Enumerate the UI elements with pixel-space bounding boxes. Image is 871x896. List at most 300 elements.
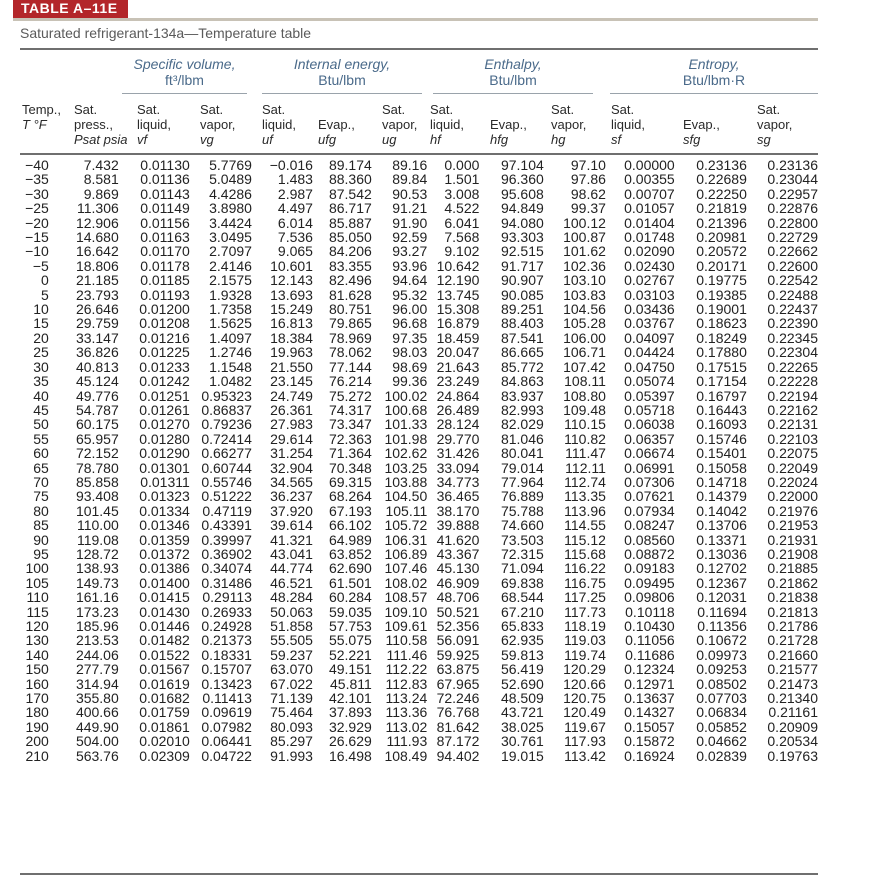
table-cell: 42.101	[328, 690, 372, 707]
table-cell: 71.364	[328, 445, 372, 462]
table-cell: 110.82	[564, 430, 606, 447]
table-cell: 3.4424	[209, 214, 252, 231]
table-cell: 89.16	[392, 157, 428, 173]
table-cell: 72.315	[500, 545, 544, 562]
table-cell: 96.360	[500, 171, 544, 188]
table-row	[20, 590, 818, 604]
table-cell: 109.10	[384, 603, 428, 620]
table-cell: 1.7358	[209, 301, 252, 318]
table-cell: 0.21373	[201, 632, 252, 649]
table-cell: 59.813	[500, 646, 544, 663]
table-cell: 0.06357	[624, 430, 675, 447]
table-row	[20, 417, 818, 431]
table-cell: 0.21862	[767, 574, 818, 591]
table-cell: 80.751	[328, 301, 372, 318]
group-specific-volume	[122, 56, 247, 88]
table-cell: 63.875	[436, 661, 480, 678]
table-cell: 0.21953	[767, 517, 818, 534]
table-cell: 77.964	[500, 473, 544, 490]
table-cell: 0.22075	[767, 445, 818, 462]
table-cell: 79.865	[328, 315, 372, 332]
table-cell: 0.04722	[201, 747, 252, 764]
table-cell: 14.680	[75, 229, 119, 246]
table-cell: 0.13371	[696, 531, 747, 548]
table-cell: 0.05718	[624, 401, 675, 418]
table-cell: 105.72	[384, 517, 428, 534]
table-row	[20, 749, 818, 763]
table-cell: 0.55746	[201, 473, 252, 490]
table-cell: 84.863	[500, 373, 544, 390]
table-cell: 0.22228	[767, 373, 818, 390]
table-cell: 62.935	[500, 632, 544, 649]
table-cell: 101.98	[384, 430, 428, 447]
table-row	[20, 547, 818, 561]
col-head-ufg: Evap., ufg	[318, 117, 355, 147]
table-cell: 6.041	[444, 214, 480, 231]
table-cell: 36.237	[270, 488, 313, 505]
table-cell: 87.541	[500, 329, 544, 346]
table-cell: 0.15057	[624, 718, 675, 735]
table-row	[20, 316, 818, 330]
table-cell: 0.00707	[624, 185, 675, 202]
group-unit: Btu/lbm	[318, 72, 366, 88]
table-cell: 100.02	[384, 387, 428, 404]
table-cell: 76.214	[328, 373, 372, 390]
table-cell: 32.929	[328, 718, 372, 735]
table-cell: 90.085	[500, 286, 544, 303]
group-entropy	[610, 56, 818, 88]
table-cell: 3.8980	[209, 200, 252, 217]
group-unit: Btu/lbm·R	[682, 72, 746, 88]
table-cell: 0.22250	[696, 185, 747, 202]
table-cell: 59.035	[328, 603, 372, 620]
table-cell: 0.01446	[139, 618, 190, 634]
table-cell: 106.31	[384, 531, 428, 548]
table-cell: 85	[33, 517, 49, 534]
table-label: TABLE A–11E	[13, 0, 128, 20]
table-cell: 113.96	[564, 502, 606, 519]
table-cell: 0.23136	[767, 157, 818, 173]
table-cell: −10	[25, 243, 49, 260]
table-cell: 1.483	[277, 171, 313, 188]
table-cell: 105.28	[563, 315, 606, 332]
table-cell: 0.01270	[139, 416, 190, 433]
table-cell: 0.21976	[767, 502, 818, 519]
table-cell: 0.000	[444, 157, 480, 173]
table-cell: 56.091	[436, 632, 480, 649]
col-head-press: Sat. press., Psat psia	[74, 102, 128, 147]
table-cell: 73.347	[328, 416, 372, 433]
table-cell: 97.35	[392, 329, 428, 346]
table-cell: 0.16924	[624, 747, 675, 764]
table-cell: 2.1575	[209, 272, 252, 289]
table-cell: 0.12367	[696, 574, 747, 591]
table-cell: 107.46	[384, 560, 428, 577]
table-cell: 82.496	[328, 272, 372, 289]
table-cell: 85.887	[328, 214, 372, 231]
table-cell: 0.01682	[139, 690, 190, 707]
table-cell: 111.46	[386, 646, 428, 663]
table-cell: 65.833	[500, 618, 544, 634]
table-cell: 0.14042	[696, 502, 747, 519]
table-cell: 34.773	[436, 473, 480, 490]
table-cell: 0.20534	[767, 733, 818, 750]
table-cell: 118.19	[564, 618, 606, 634]
table-cell: 449.90	[75, 718, 119, 735]
table-cell: 117.25	[564, 589, 606, 606]
table-cell: 81.046	[500, 430, 544, 447]
table-cell: 119.74	[564, 646, 606, 663]
table-cell: 0.01216	[139, 329, 190, 346]
table-cell: 140	[25, 646, 49, 663]
table-cell: 0.05852	[696, 718, 747, 735]
table-row	[20, 331, 818, 345]
table-cell: 0.13036	[696, 545, 747, 562]
table-cell: 9.065	[277, 243, 313, 260]
table-cell: 0.01143	[140, 185, 190, 202]
table-cell: 98.62	[570, 185, 606, 202]
table-cell: 0.21908	[767, 545, 818, 562]
table-row	[20, 432, 818, 446]
table-cell: 0.09183	[624, 560, 675, 577]
table-cell: 16.879	[436, 315, 480, 332]
table-bottom-rule	[20, 873, 818, 875]
table-cell: 0.02430	[624, 257, 675, 274]
table-cell: 0.01386	[139, 560, 190, 577]
table-cell: 92.59	[392, 229, 428, 246]
table-cell: −15	[25, 229, 49, 246]
table-cell: 160	[25, 675, 49, 692]
table-cell: 0.22437	[767, 301, 818, 318]
table-cell: 45.811	[330, 675, 372, 692]
table-cell: 102.36	[563, 257, 606, 274]
table-cell: 103.25	[384, 459, 428, 476]
table-cell: 50.521	[436, 603, 480, 620]
table-cell: 161.16	[75, 589, 119, 606]
table-cell: 75.464	[270, 704, 313, 721]
table-cell: 0.06834	[696, 704, 747, 721]
table-cell: 90	[33, 531, 49, 548]
table-cell: 0.22345	[767, 329, 818, 346]
table-cell: 55.075	[328, 632, 372, 649]
table-cell: 120.66	[563, 675, 606, 692]
table-cell: 117.93	[564, 733, 606, 750]
table-cell: 0.11413	[202, 690, 252, 707]
table-cell: 82.993	[500, 401, 544, 418]
table-cell: 119.08	[76, 531, 119, 548]
table-cell: 95.32	[392, 286, 428, 303]
table-cell: −35	[25, 171, 49, 188]
table-cell: 13.745	[436, 286, 480, 303]
table-cell: 6.014	[277, 214, 313, 231]
table-cell: 0.21838	[767, 589, 818, 606]
col-head-vf: Sat. liquid, vf	[137, 102, 171, 147]
table-cell: 75	[33, 488, 49, 505]
table-cell: 89.251	[500, 301, 544, 318]
table-cell: 0.22390	[767, 315, 818, 332]
table-row	[20, 576, 818, 590]
table-cell: 120	[25, 618, 49, 634]
table-cell: 0.31486	[201, 574, 252, 591]
table-cell: 98.69	[392, 358, 428, 375]
table-cell: 110.00	[76, 517, 119, 534]
table-cell: 69.838	[500, 574, 544, 591]
group-unit: ft³/lbm	[165, 72, 204, 88]
table-cell: 76.889	[500, 488, 544, 505]
table-cell: 0.01404	[624, 214, 675, 231]
table-cell: 0.04097	[624, 329, 675, 346]
table-row	[20, 259, 818, 273]
table-cell: 0.01178	[140, 257, 190, 274]
table-cell: 97.86	[570, 171, 606, 188]
table-cell: 54.787	[75, 401, 119, 418]
table-cell: 0.01280	[139, 430, 190, 447]
table-cell: 50.063	[270, 603, 313, 620]
table-cell: 108.57	[384, 589, 428, 606]
table-cell: 104.56	[563, 301, 606, 318]
table-cell: 71.094	[500, 560, 544, 577]
table-cell: 37.893	[328, 704, 372, 721]
table-cell: 0.21340	[767, 690, 818, 707]
table-cell: 0.01482	[139, 632, 190, 649]
table-cell: 4.522	[444, 200, 480, 217]
table-cell: 2.4146	[209, 257, 252, 274]
table-cell: 0.22024	[767, 473, 818, 490]
table-cell: 149.73	[75, 574, 119, 591]
table-cell: 103.10	[563, 272, 606, 289]
table-cell: 0.22049	[767, 459, 818, 476]
table-cell: 31.254	[270, 445, 313, 462]
table-cell: 52.356	[436, 618, 480, 634]
table-cell: 65	[33, 459, 49, 476]
table-row	[20, 518, 818, 532]
table-cell: 57.753	[328, 618, 372, 634]
col-head-hfg: Evap., hfg	[490, 117, 527, 147]
table-cell: 49.776	[75, 387, 119, 404]
table-cell: 85.772	[500, 358, 544, 375]
table-cell: 98.03	[392, 344, 428, 361]
table-cell: 0.34074	[201, 560, 252, 577]
table-cell: 18.806	[75, 257, 119, 274]
table-cell: 0.22729	[767, 229, 818, 246]
table-cell: 0.10118	[625, 603, 675, 620]
table-cell: 0.22600	[767, 257, 818, 274]
table-cell: 1.501	[444, 171, 480, 188]
table-cell: 94.402	[436, 747, 480, 764]
table-cell: 1.1548	[209, 358, 252, 375]
table-cell: 0.21813	[767, 603, 818, 620]
group-enthalpy	[433, 56, 593, 88]
table-cell: 0.22194	[767, 387, 818, 404]
table-cell: 180	[25, 704, 49, 721]
table-cell: 0.02839	[696, 747, 747, 764]
table-row	[20, 201, 818, 215]
table-cell: 88.360	[328, 171, 372, 188]
table-cell: 25	[33, 344, 49, 361]
table-cell: 105.11	[385, 502, 428, 519]
table-cell: 0.01200	[139, 301, 190, 318]
table-cell: 72.363	[328, 430, 372, 447]
table-cell: 0.04662	[696, 733, 747, 750]
table-cell: 43.721	[500, 704, 544, 721]
table-cell: 0.02010	[139, 733, 190, 750]
table-cell: 0.01193	[140, 286, 190, 303]
table-cell: 83.355	[328, 257, 372, 274]
table-cell: 67.210	[500, 603, 544, 620]
table-cell: 113.24	[385, 690, 428, 707]
table-cell: 67.022	[270, 675, 313, 692]
table-cell: 89.174	[328, 157, 372, 173]
table-cell: 23.249	[436, 373, 480, 390]
table-cell: 5.0489	[209, 171, 252, 188]
table-cell: 110.15	[564, 416, 606, 433]
table-cell: 0.19001	[696, 301, 747, 318]
table-cell: 37.920	[270, 502, 313, 519]
table-cell: 0.47119	[202, 502, 252, 519]
table-cell: 40	[33, 387, 49, 404]
table-cell: 0.22876	[767, 200, 818, 217]
table-cell: 23.145	[270, 373, 313, 390]
table-cell: 93.303	[500, 229, 544, 246]
table-cell: 0.20981	[696, 229, 747, 246]
table-cell: 128.72	[75, 545, 119, 562]
table-cell: 105	[25, 574, 49, 591]
table-cell: 2.987	[277, 185, 313, 202]
table-row	[20, 648, 818, 662]
table-cell: 91.993	[270, 747, 313, 764]
table-cell: 0.03436	[624, 301, 675, 318]
table-row	[20, 461, 818, 475]
table-cell: 0.03767	[624, 315, 675, 332]
table-cell: 0.01242	[139, 373, 190, 390]
table-cell: 0.20171	[696, 257, 747, 274]
table-cell: 77.144	[328, 358, 372, 375]
table-cell: 70	[33, 473, 49, 490]
table-cell: 21.185	[75, 272, 119, 289]
table-cell: 0.15707	[201, 661, 252, 678]
data-table	[20, 158, 818, 763]
table-cell: 0.01251	[139, 387, 190, 404]
table-cell: 120.29	[563, 661, 606, 678]
table-cell: 34.565	[270, 473, 313, 490]
table-row	[20, 288, 818, 302]
table-cell: 20	[33, 329, 49, 346]
table-cell: 44.774	[270, 560, 313, 577]
table-cell: 0.01156	[140, 214, 190, 231]
table-cell: 78.969	[328, 329, 372, 346]
table-cell: 0.01163	[140, 229, 190, 246]
table-row	[20, 345, 818, 359]
table-cell: 200	[25, 733, 49, 750]
group-title: Internal energy,	[293, 56, 391, 72]
table-cell: 10.601	[270, 257, 313, 274]
table-cell: 100	[25, 560, 49, 577]
table-cell: 18.384	[270, 329, 313, 346]
table-cell: 16.642	[75, 243, 119, 260]
table-cell: 108.11	[564, 373, 606, 390]
table-cell: 116.75	[564, 574, 606, 591]
table-cell: 28.124	[436, 416, 480, 433]
table-cell: 0.16093	[696, 416, 747, 433]
table-cell: 0.01759	[139, 704, 190, 721]
table-cell: 0.01522	[139, 646, 190, 663]
table-cell: 94.849	[500, 200, 544, 217]
table-cell: 210	[25, 747, 49, 764]
table-cell: 0.12702	[696, 560, 747, 577]
table-cell: 0.01185	[140, 272, 190, 289]
table-cell: 97.10	[570, 157, 606, 173]
table-cell: 113.02	[385, 718, 428, 735]
table-cell: 4.497	[277, 200, 313, 217]
table-cell: 36.465	[436, 488, 480, 505]
table-cell: 52.690	[500, 675, 544, 692]
table-cell: 0.72414	[201, 430, 252, 447]
table-cell: 113.35	[564, 488, 606, 505]
table-row	[20, 172, 818, 186]
table-cell: 103.83	[563, 286, 606, 303]
table-cell: 43.041	[270, 545, 313, 562]
table-cell: 400.66	[75, 704, 119, 721]
table-cell: 72.152	[75, 445, 119, 462]
table-cell: 0.24928	[201, 618, 252, 634]
table-cell: 11.306	[76, 200, 119, 217]
table-cell: 93.96	[392, 257, 428, 274]
table-cell: 113.36	[385, 704, 428, 721]
table-cell: 12.143	[270, 272, 313, 289]
table-cell: 0.22103	[767, 430, 818, 447]
table-cell: 85.297	[270, 733, 313, 750]
table-cell: 0.18331	[201, 646, 252, 663]
table-cell: 0.19763	[767, 747, 818, 764]
table-cell: 86.665	[500, 344, 544, 361]
table-cell: 26.489	[436, 401, 480, 418]
table-cell: 21.550	[270, 358, 313, 375]
table-cell: 97.104	[500, 157, 544, 173]
table-cell: 87.172	[436, 733, 480, 750]
table-cell: 48.509	[500, 690, 544, 707]
table-cell: 0.15872	[624, 733, 675, 750]
table-cell: 563.76	[75, 747, 119, 764]
table-cell: 16.498	[328, 747, 372, 764]
table-cell: 0.36902	[201, 545, 252, 562]
table-cell: 74.660	[500, 517, 544, 534]
table-cell: 0.13706	[696, 517, 747, 534]
header-bottom-rule	[20, 153, 818, 155]
table-cell: 33.094	[436, 459, 480, 476]
table-cell: 277.79	[75, 661, 119, 678]
table-row	[20, 504, 818, 518]
table-cell: 78.062	[328, 344, 372, 361]
table-cell: 91.90	[392, 214, 428, 231]
table-cell: 4.4286	[209, 185, 252, 202]
col-head-sg: Sat. vapor, sg	[757, 102, 793, 147]
table-cell: 0.00355	[624, 171, 675, 188]
group-title: Entropy,	[688, 56, 740, 72]
table-cell: 0.08872	[624, 545, 675, 562]
table-cell: 19.015	[500, 747, 544, 764]
table-cell: 100.87	[563, 229, 606, 246]
table-cell: 60.284	[328, 589, 372, 606]
col-head-temp: Temp., T °F	[22, 102, 62, 132]
table-cell: 0.20909	[767, 718, 818, 735]
table-cell: 103.88	[384, 473, 428, 490]
table-cell: −25	[25, 200, 49, 217]
table-cell: 0.01619	[139, 675, 190, 692]
table-cell: 0.12031	[696, 589, 747, 606]
table-cell: 101.45	[75, 502, 119, 519]
table-row	[20, 633, 818, 647]
table-cell: 71.139	[270, 690, 313, 707]
